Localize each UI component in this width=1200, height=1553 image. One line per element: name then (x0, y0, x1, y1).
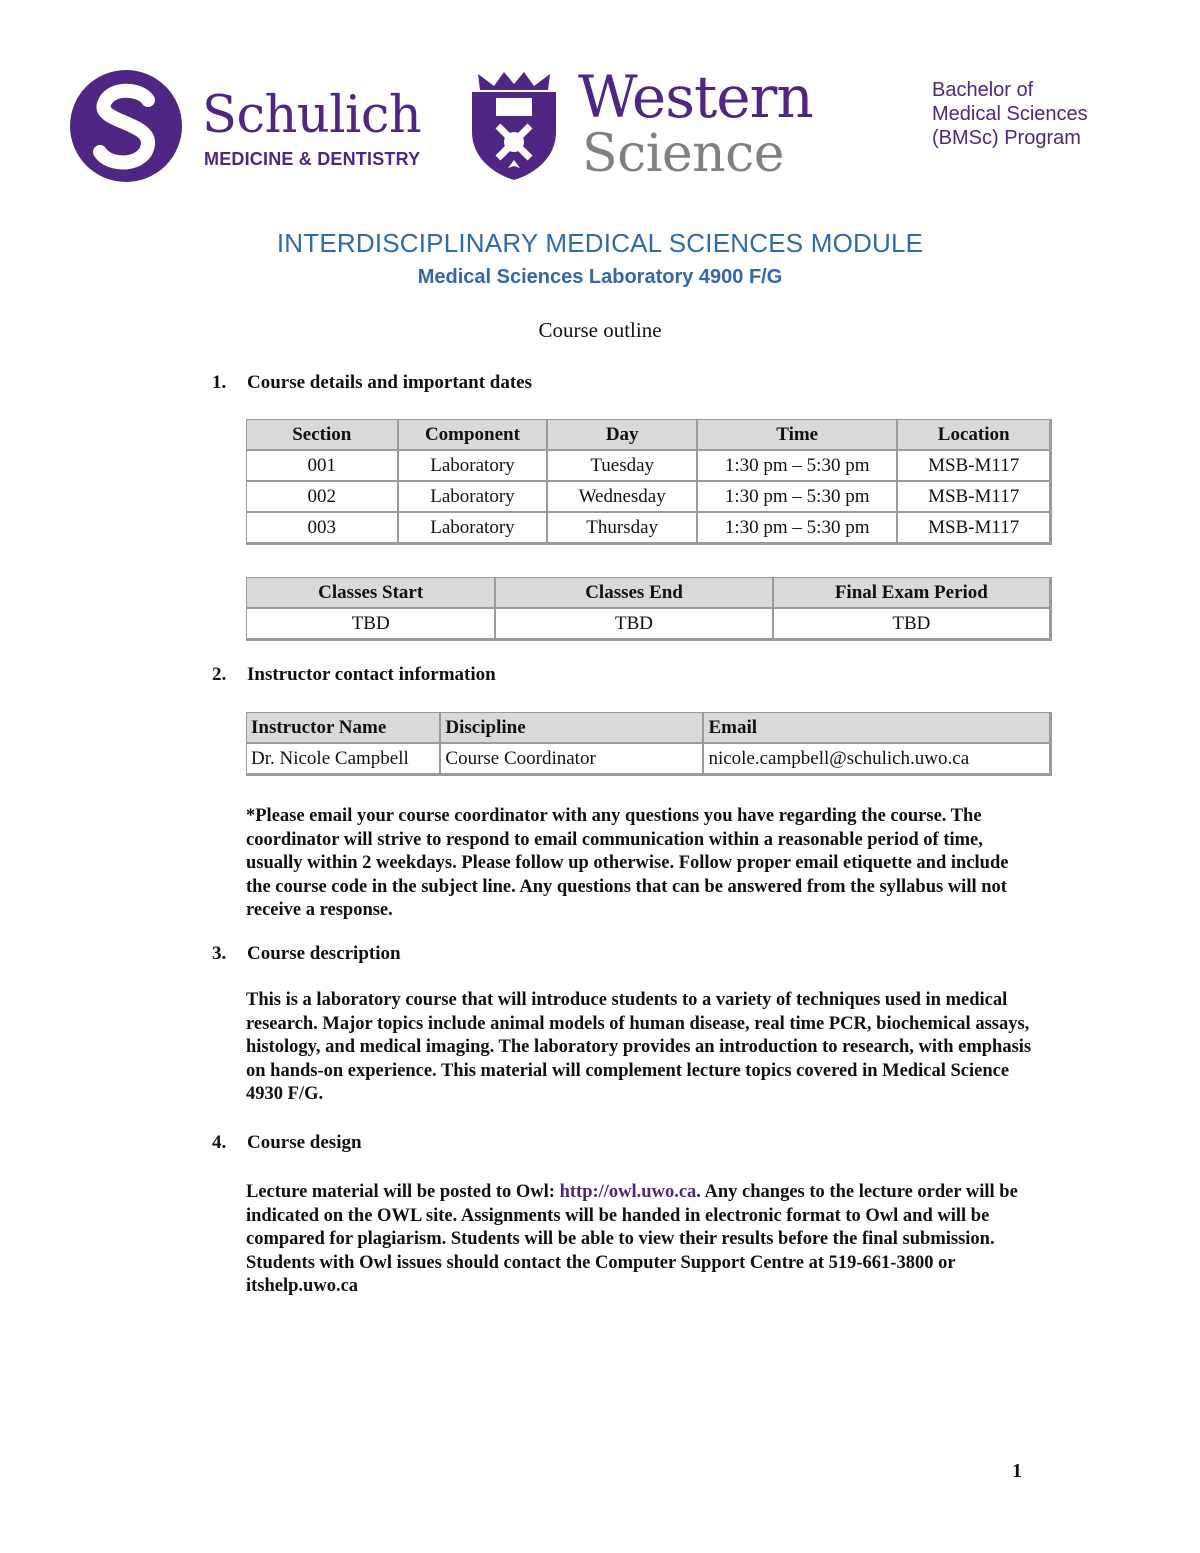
header-time: Time (697, 419, 897, 450)
cell-time: 1:30 pm – 5:30 pm (697, 450, 897, 481)
cell-section: 002 (246, 481, 398, 512)
header-component: Component (398, 419, 548, 450)
outline-heading: Course outline (538, 318, 662, 342)
schulich-subtitle: MEDICINE & DENTISTRY (204, 149, 421, 169)
course-title: Medical Sciences Laboratory 4900 F/G (417, 266, 783, 288)
schulich-name: Schulich (202, 86, 422, 145)
schedule-table (246, 419, 1052, 545)
table-row (246, 743, 1050, 774)
cell-day: Wednesday (547, 481, 697, 512)
western-science: Science (582, 124, 785, 184)
table-row (246, 512, 1050, 543)
table-row (246, 481, 1050, 512)
bmsc-line-2: Medical Sciences (932, 103, 1088, 125)
section-heading-1 (212, 372, 532, 394)
section-number: 3. (212, 943, 227, 964)
western-name: Western (578, 63, 813, 131)
cell-time: 1:30 pm – 5:30 pm (697, 481, 897, 512)
page-number: 1 (1012, 1460, 1022, 1482)
cell-day: Thursday (547, 512, 697, 543)
header-day: Day (547, 419, 697, 450)
table-row (246, 450, 1050, 481)
western-logo (468, 63, 828, 186)
section-heading-4 (212, 1132, 362, 1154)
cell-component: Laboratory (398, 481, 548, 512)
section-number: 2. (212, 664, 227, 685)
header-final-exam: Final Exam Period (773, 577, 1050, 608)
schulich-s-icon (70, 70, 182, 182)
section-number: 1. (212, 372, 227, 393)
table-row (246, 608, 1050, 639)
cell-day: Tuesday (547, 450, 697, 481)
section-title: Course details and important dates (247, 372, 533, 393)
document-title: INTERDISCIPLINARY MEDICAL SCIENCES MODULE (276, 228, 924, 258)
cell-instructor-name: Dr. Nicole Campbell (246, 743, 440, 774)
table-header-row (246, 712, 1050, 743)
schulich-logo (70, 68, 430, 183)
table-header-row (246, 577, 1050, 608)
table-header-row (246, 419, 1050, 450)
cell-classes-start: TBD (246, 608, 495, 639)
section-title: Course description (247, 943, 401, 964)
bmsc-line-1: Bachelor of (932, 79, 1034, 101)
cell-final-exam: TBD (773, 608, 1050, 639)
header-instructor-name: Instructor Name (246, 712, 440, 743)
section-number: 4. (212, 1132, 227, 1153)
email-note: *Please email your course coordinator with any questions you have regarding the course. The coordinator will strive to respond to email communication within a reasonable period of time, usually within 2 weekdays. Please follow up otherwise. Follow proper email etiquette and include the course code in the subject line. Any questions that can be answered from the syllabus will not receive a response. (246, 806, 1009, 920)
section-title: Course design (247, 1132, 362, 1153)
cell-location: MSB-M117 (897, 450, 1050, 481)
dates-table (246, 577, 1052, 641)
header-section: Section (246, 419, 398, 450)
cell-section: 003 (246, 512, 398, 543)
cell-component: Laboratory (398, 512, 548, 543)
instructor-table (246, 712, 1052, 776)
header-classes-end: Classes End (495, 577, 772, 608)
header-discipline: Discipline (440, 712, 703, 743)
cell-email[interactable]: nicole.campbell@schulich.uwo.ca (703, 743, 1050, 774)
cell-classes-end: TBD (495, 608, 772, 639)
cell-section: 001 (246, 450, 398, 481)
course-design-paragraph (246, 1181, 1036, 1299)
header-classes-start: Classes Start (246, 577, 495, 608)
design-text-before: Lecture material will be posted to Owl: (246, 1182, 560, 1202)
section-heading-2 (212, 664, 496, 686)
owl-link[interactable]: http://owl.uwo.ca (559, 1182, 697, 1202)
cell-location: MSB-M117 (897, 481, 1050, 512)
bmsc-program-logo (932, 78, 1132, 150)
cell-component: Laboratory (398, 450, 548, 481)
design-text-after: . Any changes to the lecture order will be indicated on the OWL site. Assignments will be handed in electronic format to Owl and will be compared for plagiarism. Students will be able to view their results before the final submission. Students with Owl issues should contact the Computer Support Centre at 519-661-3800 or itshelp.uwo.ca (246, 1182, 1018, 1296)
section-title: Instructor contact information (247, 664, 496, 685)
header-email: Email (703, 712, 1050, 743)
header-location: Location (897, 419, 1050, 450)
cell-time: 1:30 pm – 5:30 pm (697, 512, 897, 543)
bmsc-line-3: (BMSc) Program (932, 127, 1081, 149)
cell-location: MSB-M117 (897, 512, 1050, 543)
cell-discipline: Course Coordinator (440, 743, 703, 774)
section-heading-3 (212, 943, 401, 965)
western-crest-icon (468, 70, 560, 182)
course-description: This is a laboratory course that will introduce students to a variety of techniques used in medical research. Major topics include animal models of human disease, real time PCR, biochemical assays, histology, and medical imaging. The laboratory provides an introduction to research, with emphasis on hands-on experience. This material will complement lecture topics covered in Medical Science 4930 F/G. (246, 990, 1032, 1104)
